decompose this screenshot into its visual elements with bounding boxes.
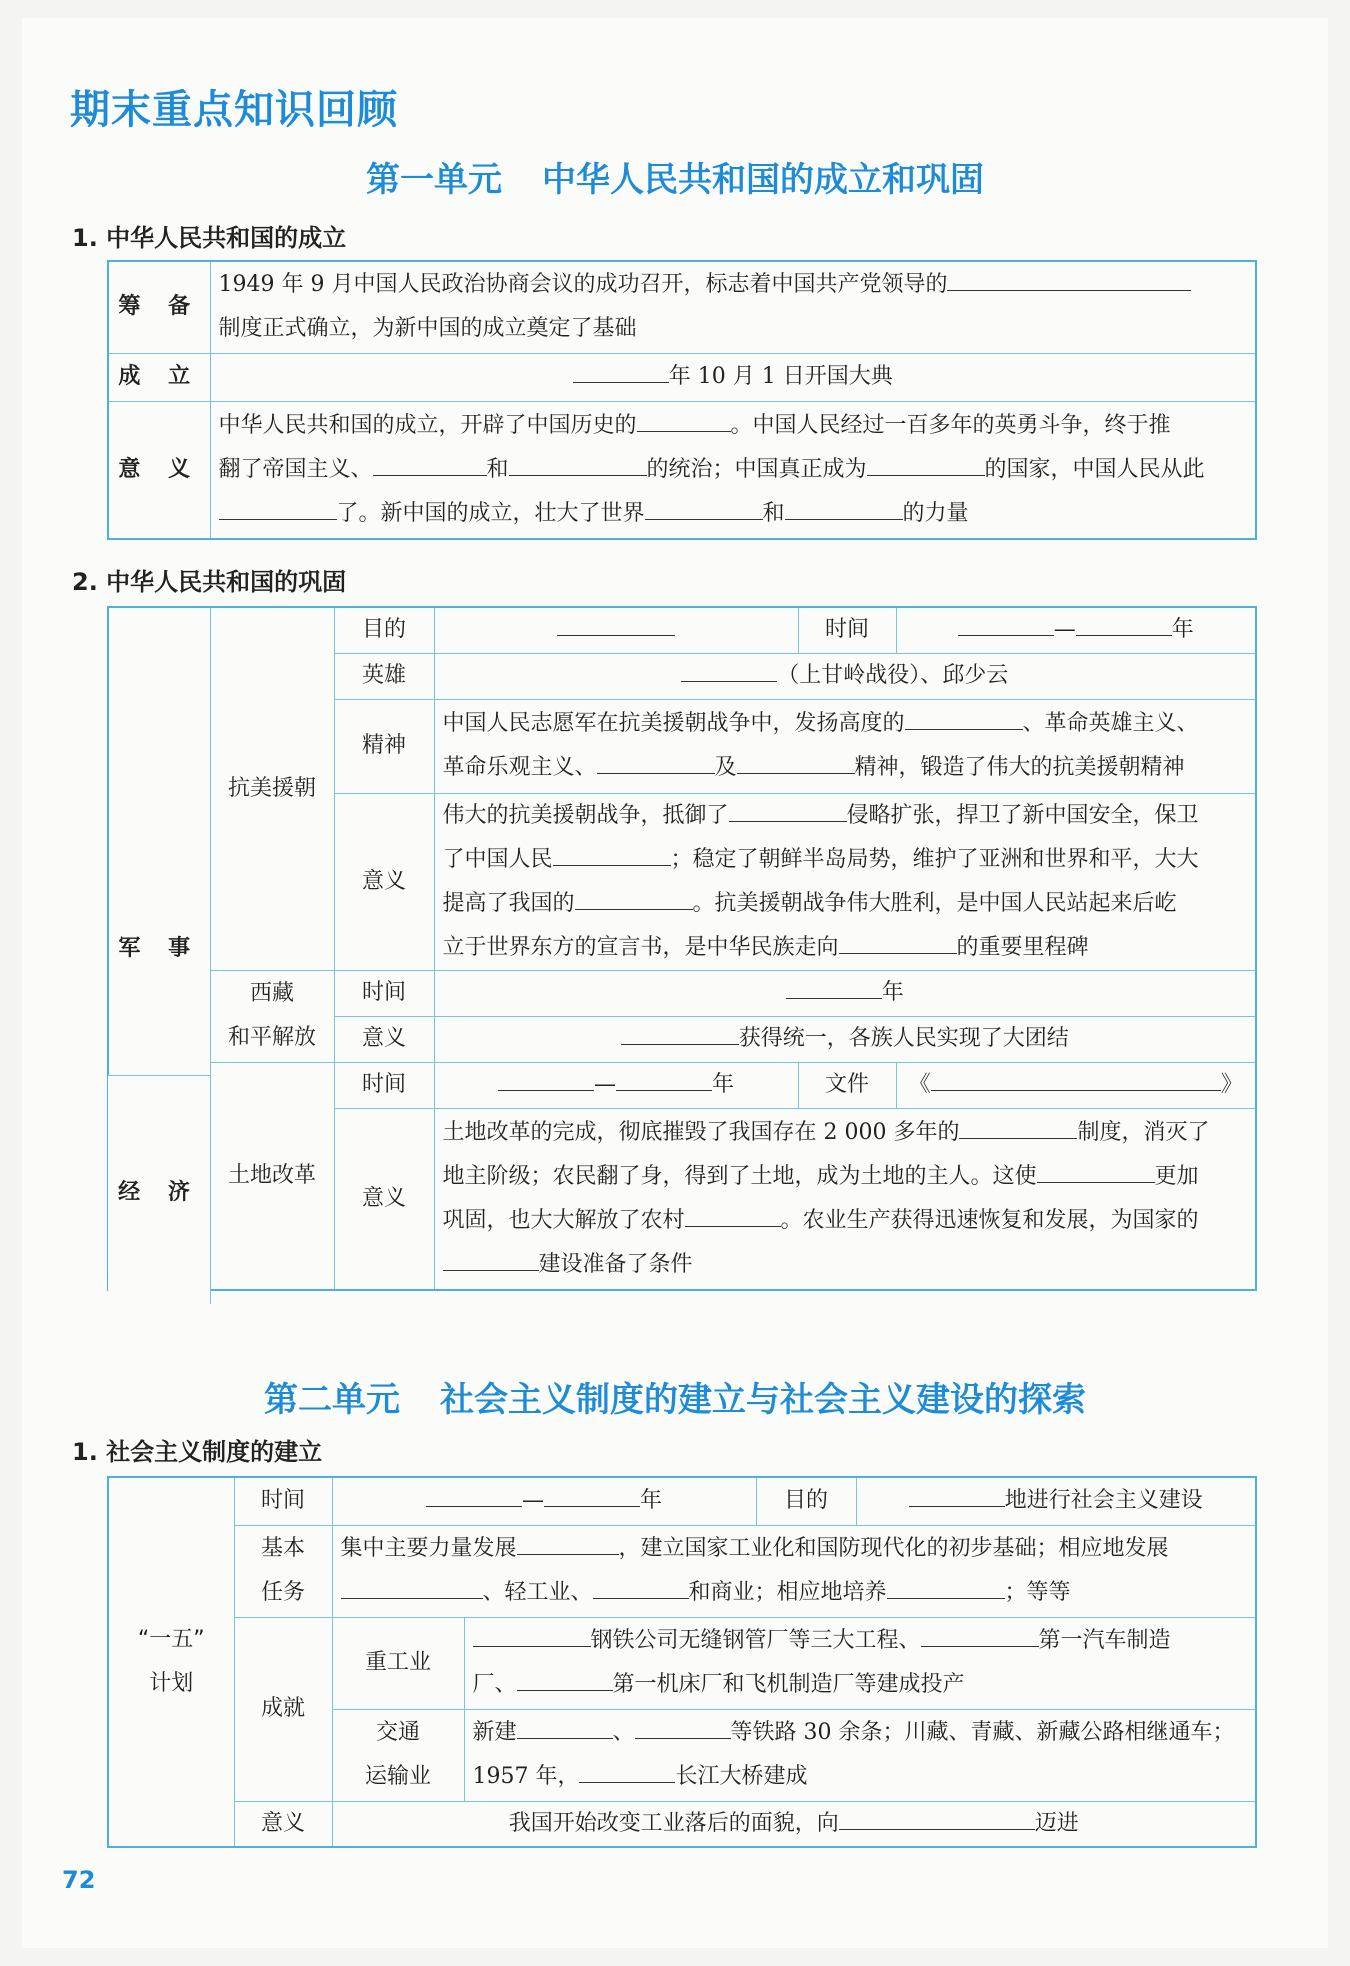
blank-field[interactable] — [839, 1803, 1035, 1830]
blank-field[interactable] — [729, 795, 847, 822]
hero-cell: （上甘岭战役）、邱少云 — [434, 653, 1256, 699]
blank-field[interactable] — [373, 449, 487, 476]
unit2-title: 第二单元 社会主义制度的建立与社会主义建设的探索 — [264, 1380, 1086, 1420]
blank-field[interactable] — [931, 1064, 1221, 1091]
blank-field[interactable] — [473, 1620, 591, 1647]
blank-field[interactable] — [579, 1756, 675, 1783]
spirit-cell: 中国人民志愿军在抗美援朝战争中，发扬高度的 、革命英雄主义、 革命乐观主义、 及 精神，锻造了伟大的抗美援朝精神 — [434, 699, 1256, 793]
plan-label: “一五” 计划 — [108, 1477, 234, 1847]
land-meaning-cell: 土地改革的完成，彻底摧毁了我国存在 2 000 多年的 制度，消灭了 地主阶级；农民翻了身，得到了土地，成为土地的主人。这使 更加 巩固，也大大解放了农村 。农业生产获得迅速恢复和发展，为国家的 建设准备了条件 — [434, 1108, 1256, 1290]
consolidation-table — [107, 606, 1257, 1291]
unit1-section2-heading: 2. 中华人民共和国的巩固 — [72, 568, 347, 596]
time-cell: — 年 — [896, 607, 1256, 653]
land-time-label: 时间 — [334, 1062, 434, 1108]
blank-field[interactable] — [887, 1572, 1005, 1599]
blank-field[interactable] — [557, 609, 675, 636]
blank-field[interactable] — [958, 609, 1054, 636]
land-time-cell: — 年 — [434, 1062, 798, 1108]
doc-cell: 《 》 — [896, 1062, 1256, 1108]
unit1-section1-heading: 1. 中华人民共和国的成立 — [72, 224, 347, 252]
tibet-time-label: 时间 — [334, 970, 434, 1016]
kmyc-meaning-label: 意义 — [334, 793, 434, 970]
blank-field[interactable] — [921, 1620, 1039, 1647]
heavy-cell: 钢铁公司无缝钢管厂等三大工程、 第一汽车制造 厂、 第一机床厂和飞机制造厂等建成投产 — [464, 1617, 1256, 1709]
blank-field[interactable] — [947, 264, 1191, 291]
heavy-label: 重工业 — [332, 1617, 464, 1709]
plan-purpose-label: 目的 — [756, 1477, 856, 1525]
founding-table — [107, 260, 1257, 540]
tibet-meaning-cell: 获得统一，各族人民实现了大团结 — [434, 1016, 1256, 1062]
unit2-section1-heading: 1. 社会主义制度的建立 — [72, 1438, 323, 1466]
blank-field[interactable] — [1076, 609, 1172, 636]
purpose-label: 目的 — [334, 607, 434, 653]
blank-field[interactable] — [544, 1480, 640, 1507]
blank-field[interactable] — [443, 1244, 539, 1271]
blank-field[interactable] — [867, 449, 985, 476]
page-title: 期末重点知识回顾 — [70, 87, 398, 133]
blank-field[interactable] — [593, 1572, 689, 1599]
blank-field[interactable] — [785, 493, 903, 520]
task-cell: 集中主要力量发展 ，建立国家工业化和国防现代化的初步基础；相应地发展 、轻工业、 和商业；相应地培养 ；等等 — [332, 1525, 1256, 1617]
tibet-label: 西藏 和平解放 — [210, 970, 334, 1062]
blank-field[interactable] — [509, 449, 647, 476]
sig-label: 意 义 — [108, 401, 210, 539]
found-label: 成 立 — [108, 353, 210, 401]
blank-field[interactable] — [905, 703, 1023, 730]
blank-field[interactable] — [635, 1712, 731, 1739]
land-label: 土地改革 — [210, 1062, 334, 1290]
blank-field[interactable] — [341, 1572, 483, 1599]
blank-field[interactable] — [517, 1712, 613, 1739]
blank-field[interactable] — [219, 493, 337, 520]
achv-label: 成就 — [234, 1617, 332, 1801]
plan-time-label: 时间 — [234, 1477, 332, 1525]
blank-field[interactable] — [426, 1480, 522, 1507]
found-cell: 年 10 月 1 日开国大典 — [210, 353, 1256, 401]
spirit-label: 精神 — [334, 699, 434, 793]
unit1-title: 第一单元 中华人民共和国的成立和巩固 — [366, 160, 984, 200]
kmyc-label: 抗美援朝 — [210, 607, 334, 970]
blank-field[interactable] — [517, 1664, 613, 1691]
blank-field[interactable] — [498, 1064, 594, 1091]
task-label: 基本 任务 — [234, 1525, 332, 1617]
doc-label: 文件 — [798, 1062, 896, 1108]
blank-field[interactable] — [1037, 1156, 1155, 1183]
transport-label: 交通 运输业 — [332, 1709, 464, 1801]
land-meaning-label: 意义 — [334, 1108, 434, 1290]
transport-cell: 新建 、 等铁路 30 余条；川藏、青藏、新藏公路相继通车； 1957 年， 长江大桥建成 — [464, 1709, 1256, 1801]
plan-purpose-cell: 地进行社会主义建设 — [856, 1477, 1256, 1525]
blank-field[interactable] — [786, 972, 882, 999]
blank-field[interactable] — [839, 927, 957, 954]
blank-field[interactable] — [685, 1200, 781, 1227]
plan-meaning-cell: 我国开始改变工业落后的面貌，向 迈进 — [332, 1801, 1256, 1847]
blank-field[interactable] — [553, 839, 671, 866]
kmyc-meaning-cell: 伟大的抗美援朝战争，抵御了 侵略扩张，捍卫了新中国安全，保卫 了中国人民 ；稳定了朝鲜半岛局势，维护了亚洲和世界和平，大大 提高了我国的 。抗美援朝战争伟大胜利，是中国人民站起来后屹 立于世界东方的宣言书，是中华民族走向 的重要里程碑 — [434, 793, 1256, 970]
tibet-time-cell: 年 — [434, 970, 1256, 1016]
prep-cell: 1949 年 9 月中国人民政治协商会议的成功召开，标志着中国共产党领导的 制度正式确立，为新中国的成立奠定了基础 — [210, 261, 1256, 353]
blank-field[interactable] — [909, 1480, 1005, 1507]
blank-field[interactable] — [645, 493, 763, 520]
time-label: 时间 — [798, 607, 896, 653]
blank-field[interactable] — [681, 655, 777, 682]
blank-field[interactable] — [621, 1018, 739, 1045]
blank-field[interactable] — [737, 747, 855, 774]
blank-field[interactable] — [959, 1112, 1077, 1139]
plan-meaning-label: 意义 — [234, 1801, 332, 1847]
page-number: 72 — [62, 1866, 96, 1894]
blank-field[interactable] — [517, 1528, 619, 1555]
blank-field[interactable] — [637, 405, 731, 432]
plan-time-cell: — 年 — [332, 1477, 756, 1525]
econ-label: 经 济 — [108, 1075, 211, 1304]
hero-label: 英雄 — [334, 653, 434, 699]
blank-field[interactable] — [575, 883, 693, 910]
blank-field[interactable] — [616, 1064, 712, 1091]
prep-label: 筹 备 — [108, 261, 210, 353]
purpose-cell — [434, 607, 798, 653]
blank-field[interactable] — [573, 356, 669, 383]
first-five-year-plan-table — [107, 1476, 1257, 1848]
blank-field[interactable] — [597, 747, 715, 774]
sig-cell: 中华人民共和国的成立，开辟了中国历史的 。中国人民经过一百多年的英勇斗争，终于推 翻了帝国主义、 和 的统治；中国真正成为 的国家，中国人民从此 了。新中国的成立，壮大了世界 和 的力量 — [210, 401, 1256, 539]
military-label: 军 事 — [108, 607, 210, 1290]
tibet-meaning-label: 意义 — [334, 1016, 434, 1062]
